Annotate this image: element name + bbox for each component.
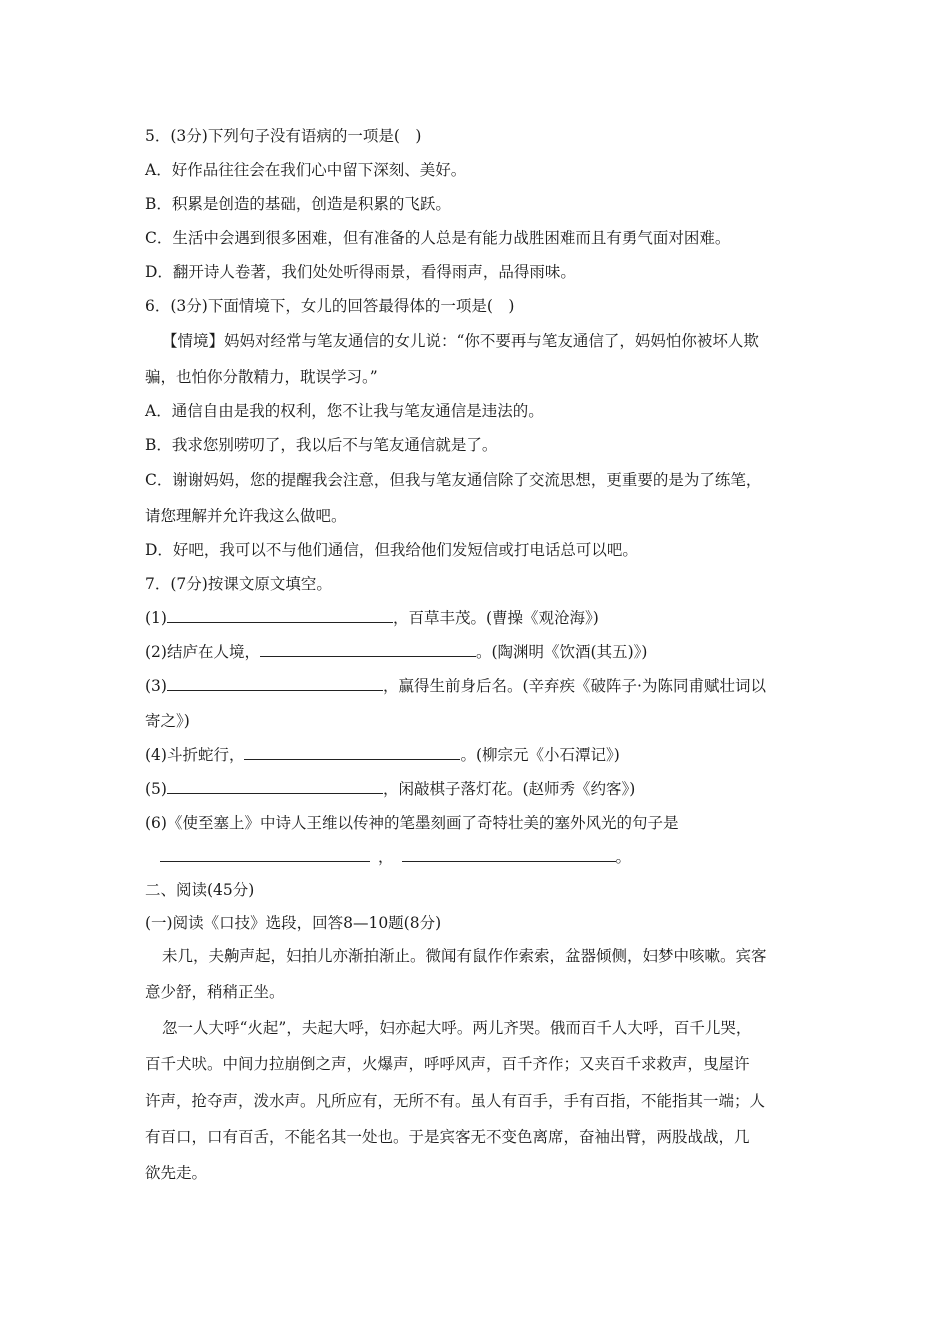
q7-item3-suffix: ，赢得生前身后名。(辛弃疾《破阵子·为陈同甫赋壮词以: [382, 677, 766, 695]
q7-item6-separator: ，: [378, 848, 394, 866]
q7-item3: [145, 675, 766, 697]
q7-item5-suffix: ，闲敲棋子落灯花。(赵师秀《约客》): [382, 780, 636, 798]
q7-item5: [145, 778, 635, 800]
q7-item6-end: 。: [615, 848, 632, 866]
section2-title: 二、阅读(45分): [145, 881, 255, 899]
q6-context-line2: 骗，也怕你分散精力，耽误学习。”: [145, 368, 378, 386]
q6-option-c-line1: C．谢谢妈妈，您的提醒我会注意，但我与笔友通信除了交流思想，更重要的是为了练笔，: [145, 471, 762, 489]
q5-stem: 5．(3分)下列句子没有语病的一项是( ): [145, 127, 422, 145]
q5-option-c: C．生活中会遇到很多困难，但有准备的人总是有能力战胜困难而且有勇气面对困难。: [145, 229, 731, 247]
q6-option-a: A．通信自由是我的权利，您不让我与笔友通信是违法的。: [145, 402, 544, 420]
section2-sub1: (一)阅读《口技》选段，回答8—10题(8分): [145, 914, 442, 932]
passage-para2-line1: 忽一人大呼“火起”，夫起大呼，妇亦起大呼。两儿齐哭。俄而百千人大呼，百千儿哭，: [162, 1019, 752, 1037]
q7-item2: [145, 641, 647, 663]
q6-option-d: D．好吧，我可以不与他们通信，但我给他们发短信或打电话总可以吧。: [145, 541, 638, 559]
q7-item3-prefix: (3): [145, 677, 167, 695]
q5-option-a: A．好作品往往会在我们心中留下深刻、美好。: [145, 161, 467, 179]
q7-item2-blank[interactable]: [260, 642, 476, 657]
passage-para1-line2: 意少舒，稍稍正坐。: [145, 983, 285, 1001]
q7-item1-blank[interactable]: [167, 608, 393, 623]
q7-item6-blank1[interactable]: [160, 847, 370, 862]
q7-stem: 7．(7分)按课文原文填空。: [145, 575, 332, 593]
q6-stem: 6．(3分)下面情境下，女儿的回答最得体的一项是( ): [145, 297, 515, 315]
q7-item4-suffix: 。(柳宗元《小石潭记》): [460, 746, 620, 764]
passage-para2-line5: 欲先走。: [145, 1164, 208, 1182]
q7-item4-prefix: (4)斗折蛇行，: [145, 746, 245, 764]
passage-para2-line2: 百千犬吠。中间力拉崩倒之声，火爆声，呼呼风声，百千齐作；又夹百千求救声，曳屋许: [145, 1055, 750, 1073]
q6-context-line1: 【情境】妈妈对经常与笔友通信的女儿说：“你不要再与笔友通信了，妈妈怕你被坏人欺: [162, 332, 759, 350]
q7-item1-prefix: (1): [145, 609, 167, 627]
q7-item5-blank[interactable]: [167, 779, 383, 794]
q5-option-b: B．积累是创造的基础，创造是积累的飞跃。: [145, 195, 451, 213]
q7-item4: [145, 744, 620, 766]
q6-option-b: B．我求您别唠叨了，我以后不与笔友通信就是了。: [145, 436, 498, 454]
q7-item6-line2: [160, 846, 631, 868]
q7-item1: [145, 607, 599, 629]
q7-item5-prefix: (5): [145, 780, 167, 798]
passage-para1-line1: 未几，夫齁声起，妇拍儿亦渐拍渐止。微闻有鼠作作索索，盆器倾侧，妇梦中咳嗽。宾客: [162, 947, 767, 965]
q6-option-c-line2: 请您理解并允许我这么做吧。: [145, 507, 347, 525]
q7-item6-line1: (6)《使至塞上》中诗人王维以传神的笔墨刻画了奇特壮美的塞外风光的句子是: [145, 814, 679, 832]
q7-item1-suffix: ，百草丰茂。(曹操《观沧海》): [392, 609, 599, 627]
q5-option-d: D．翻开诗人卷著，我们处处听得雨景，看得雨声，品得雨味。: [145, 263, 576, 281]
q7-item2-suffix: 。(陶渊明《饮酒(其五)》): [475, 643, 648, 661]
q7-item2-prefix: (2)结庐在人境，: [145, 643, 260, 661]
q7-item3-blank[interactable]: [167, 676, 383, 691]
passage-para2-line4: 有百口，口有百舌，不能名其一处也。于是宾客无不变色离席，奋袖出臂，两股战战，几: [145, 1128, 750, 1146]
q7-item3-line2: 寄之》): [145, 712, 190, 730]
q7-item6-blank2[interactable]: [402, 847, 616, 862]
q7-item4-blank[interactable]: [244, 745, 460, 760]
passage-para2-line3: 许声，抢夺声，泼水声。凡所应有，无所不有。虽人有百手，手有百指，不能指其一端；人: [145, 1092, 766, 1110]
